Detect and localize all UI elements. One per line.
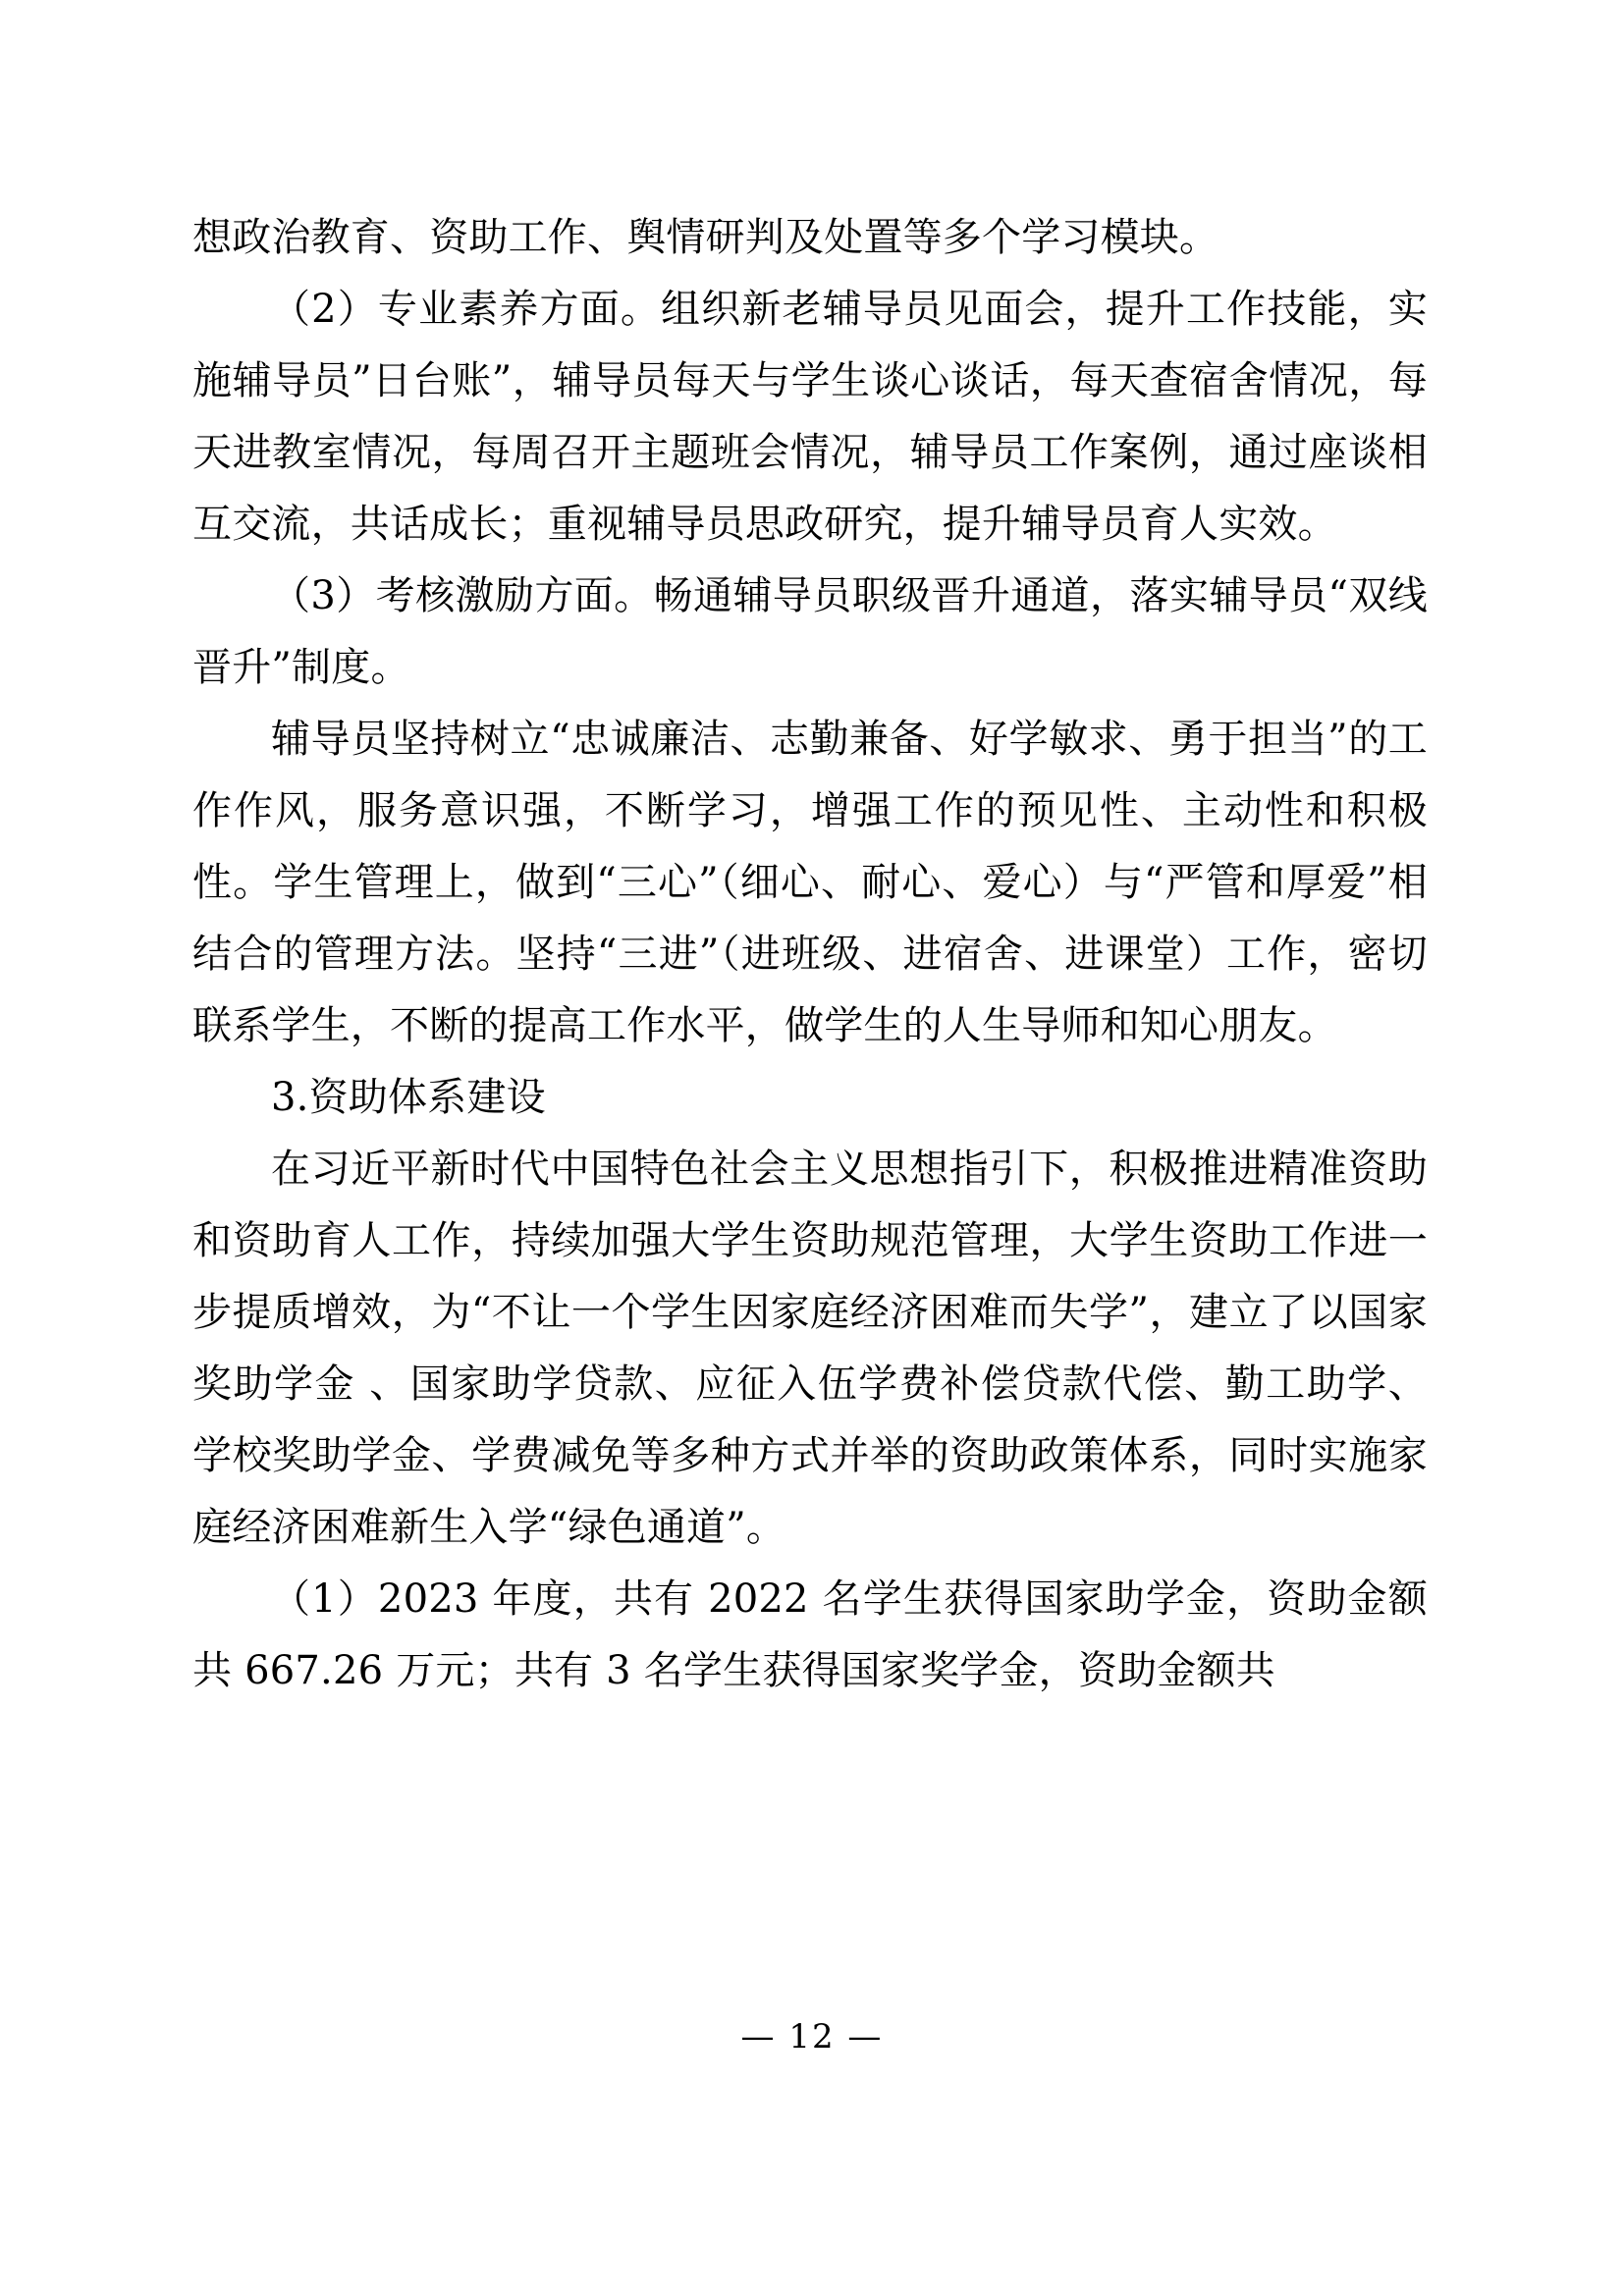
paragraph-aid-system: 在习近平新时代中国特色社会主义思想指引下，积极推进精准资助和资助育人工作，持续加强大学生资助规范管理，大学生资助工作进一步提质增效，为“不让一个学生因家庭经济困难而失学”，建立了以国家奖助学金 、国家助学贷款、应征入伍学费补偿贷款代偿、勤工助学、学校奖助学金、学费减免等多种方式并举的资助政策体系，同时实施家庭经济困难新生入学“绿色通道”。: [192, 1147, 1428, 1550]
paragraph-item-3: （3）考核激励方面。畅通辅导员职级晋升通道，落实辅导员“双线晋升”制度。: [192, 573, 1428, 690]
paragraph-item-2: （2）专业素养方面。组织新老辅导员见面会，提升工作技能，实施辅导员”日台账”，辅导员每天与学生谈心谈话，每天查宿舍情况，每天进教室情况，每周召开主题班会情况，辅导员工作案例，通过座谈相互交流，共话成长；重视辅导员思政研究，提升辅导员育人实效。: [192, 287, 1428, 547]
paragraph-continued: 想政治教育、资助工作、舆情研判及处置等多个学习模块。: [192, 215, 1219, 260]
page-number: — 12 —: [740, 2017, 884, 2056]
paragraph-work-style: 辅导员坚持树立“忠诚廉洁、志勤兼备、好学敏求、勇于担当”的工作作风，服务意识强，不断学习，增强工作的预见性、主动性和积极性。学生管理上，做到“三心”（细心、耐心、爱心）与“严管和厚爱”相结合的管理方法。坚持“三进”（进班级、进宿舍、进课堂）工作，密切联系学生，不断的提高工作水平，做学生的人生导师和知心朋友。: [192, 717, 1428, 1048]
section-heading-3: 3.资助体系建设: [271, 1075, 546, 1120]
paragraph-aid-item-1: （1）2023 年度，共有 2022 名学生获得国家助学金，资助金额共 667.26 万元；共有 3 名学生获得国家奖学金，资助金额共: [192, 1576, 1428, 1693]
page-body: [192, 202, 1428, 1707]
